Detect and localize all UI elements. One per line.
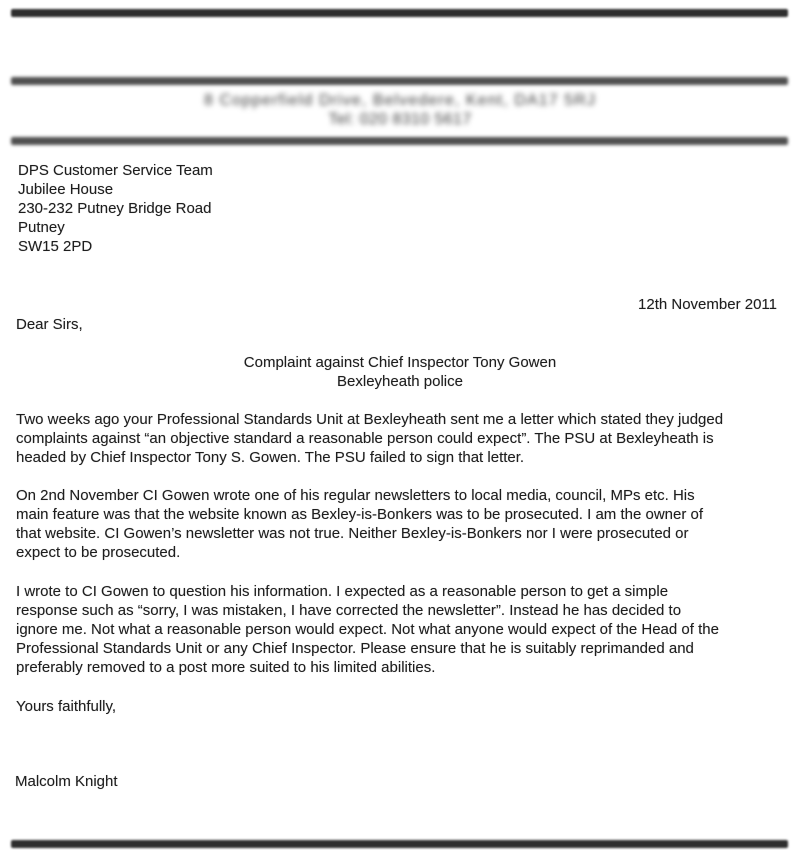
- recipient-line: SW15 2PD: [18, 238, 93, 255]
- body-line: I wrote to CI Gowen to question his information. I expected as a reasonable person to get a simple: [16, 583, 669, 600]
- body-line: expect to be prosecuted.: [16, 544, 181, 561]
- subject-heading: [0, 353, 800, 391]
- salutation: Dear Sirs,: [16, 316, 83, 333]
- recipient-line: Jubilee House: [18, 181, 114, 198]
- body-line: headed by Chief Inspector Tony S. Gowen. The PSU failed to sign that letter.: [16, 449, 525, 466]
- signature-name: Malcolm Knight: [15, 773, 118, 790]
- letterhead-tel-blurred: Tel: 020 8310 5617: [328, 111, 472, 128]
- page-top-rule: [11, 9, 788, 17]
- body-line: complaints against “an objective standard a reasonable person could expect”. The PSU at Bexleyheath is: [16, 430, 714, 447]
- body-paragraph-1: [16, 410, 723, 467]
- subject-line-1: Complaint against Chief Inspector Tony Gowen: [243, 354, 557, 371]
- closing: Yours faithfully,: [16, 698, 117, 715]
- body-paragraph-3: [16, 582, 719, 677]
- recipient-address: [18, 161, 213, 256]
- letterhead-blurred-text: [0, 91, 800, 129]
- recipient-line: Putney: [18, 219, 65, 236]
- page-bottom-rule: [11, 840, 788, 848]
- body-line: preferably removed to a post more suited to his limited abilities.: [16, 659, 436, 676]
- recipient-line: DPS Customer Service Team: [18, 162, 213, 179]
- body-line: that website. CI Gowen’s newsletter was not true. Neither Bexley-is-Bonkers nor I were prosecuted or: [16, 525, 689, 542]
- body-line: response such as “sorry, I was mistaken, I have corrected the newsletter”. Instead he has decided to: [16, 602, 682, 619]
- body-line: ignore me. Not what a reasonable person would expect. Not what anyone would expect of the Head of the: [16, 621, 719, 638]
- letterhead-address-blurred: 8 Copperfield Drive, Belvedere, Kent, DA17 5RJ: [203, 92, 597, 109]
- recipient-line: 230-232 Putney Bridge Road: [18, 200, 212, 217]
- body-line: Two weeks ago your Professional Standards Unit at Bexleyheath sent me a letter which stated they judged: [16, 411, 724, 428]
- letter-date: 12th November 2011: [638, 296, 777, 313]
- letterhead-top-rule: [11, 77, 788, 85]
- letterhead-bottom-rule: [11, 137, 788, 145]
- body-line: Professional Standards Unit or any Chief Inspector. Please ensure that he is suitably reprimanded and: [16, 640, 694, 657]
- body-line: main feature was that the website known as Bexley-is-Bonkers was to be prosecuted. I am the owner of: [16, 506, 704, 523]
- body-line: On 2nd November CI Gowen wrote one of his regular newsletters to local media, council, MPs etc. His: [16, 487, 695, 504]
- body-paragraph-2: [16, 486, 703, 562]
- subject-line-2: Bexleyheath police: [337, 373, 463, 390]
